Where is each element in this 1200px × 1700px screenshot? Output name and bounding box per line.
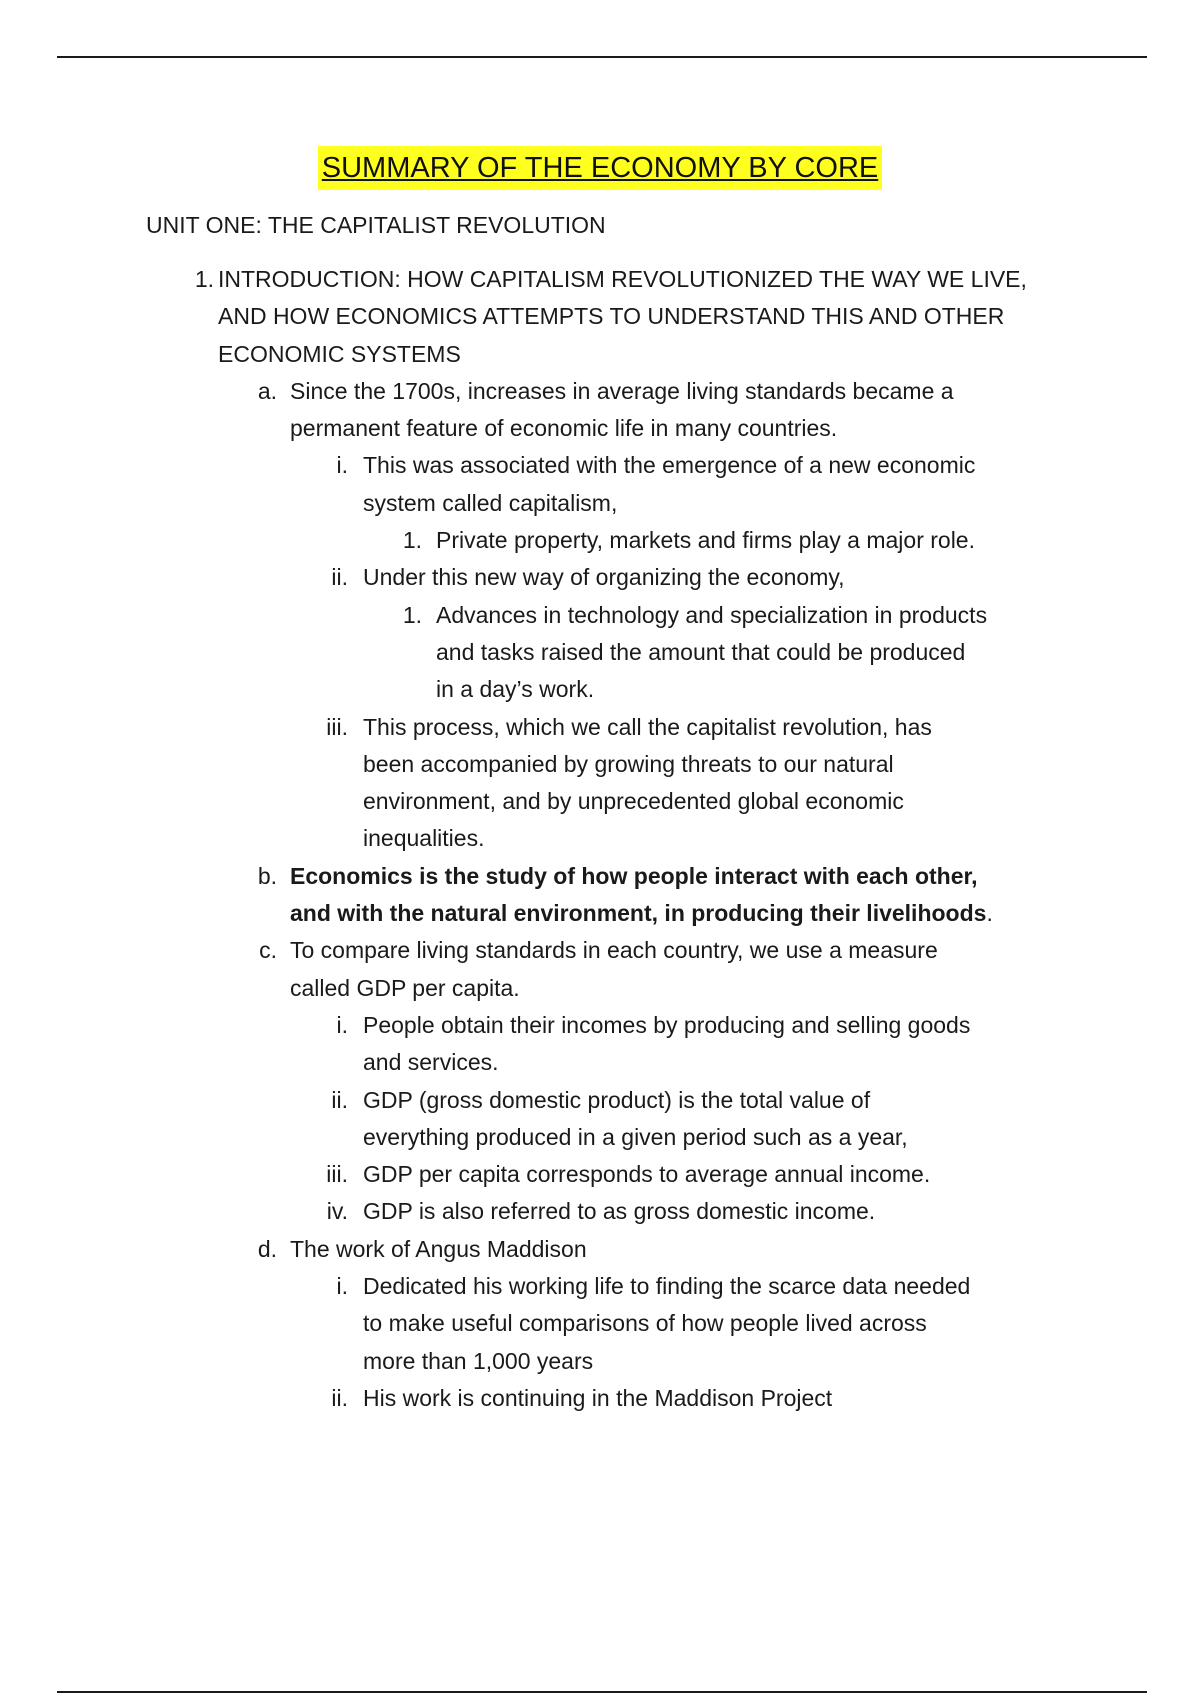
outline-list xyxy=(0,261,1200,1417)
outline-line xyxy=(0,858,1200,895)
outline-line xyxy=(0,485,1200,522)
line-text: system called capitalism, xyxy=(363,489,618,516)
line-text: to make useful comparisons of how people lived across xyxy=(363,1310,927,1337)
outline-line xyxy=(0,820,1200,857)
line-text: AND HOW ECONOMICS ATTEMPTS TO UNDERSTAND THIS AND OTHER xyxy=(218,303,1005,330)
line-text: everything produced in a given period such as a year, xyxy=(363,1123,908,1150)
line-text: The work of Angus Maddison xyxy=(290,1235,587,1262)
outline-line xyxy=(0,559,1200,596)
outline-line xyxy=(0,1007,1200,1044)
line-text: . xyxy=(986,900,993,927)
line-text: inequalities. xyxy=(363,825,485,852)
outline-line xyxy=(0,1082,1200,1119)
outline-line xyxy=(0,522,1200,559)
outline-line xyxy=(0,634,1200,671)
list-marker: 1. xyxy=(402,601,422,628)
outline-line xyxy=(0,447,1200,484)
line-text: more than 1,000 years xyxy=(363,1347,594,1374)
list-marker: i. xyxy=(336,1273,348,1300)
list-marker: iii. xyxy=(326,1161,348,1188)
list-marker: iv. xyxy=(326,1198,348,1225)
line-text: Since the 1700s, increases in average living standards became a xyxy=(290,377,954,404)
line-text: To compare living standards in each country, we use a measure xyxy=(290,937,938,964)
list-marker: i. xyxy=(336,1011,348,1038)
line-text: GDP is also referred to as gross domestic income. xyxy=(363,1198,876,1225)
outline-line xyxy=(0,783,1200,820)
outline-line xyxy=(0,1231,1200,1268)
list-marker: a. xyxy=(257,377,277,404)
list-marker: 1. xyxy=(194,266,214,292)
line-text: Dedicated his working life to finding the scarce data needed xyxy=(363,1273,971,1300)
line-text: Advances in technology and specialization in products xyxy=(436,601,988,628)
outline-line xyxy=(0,410,1200,447)
header-rule xyxy=(57,56,1147,58)
line-text: in a day’s work. xyxy=(436,676,595,703)
list-marker: ii. xyxy=(331,1384,348,1411)
outline-line xyxy=(0,1343,1200,1380)
outline-line xyxy=(0,336,1200,373)
line-text: This process, which we call the capitalist revolution, has xyxy=(363,713,932,740)
line-text: People obtain their incomes by producing and selling goods xyxy=(363,1011,971,1038)
outline-line xyxy=(0,746,1200,783)
line-text: and services. xyxy=(363,1049,499,1076)
line-text: This was associated with the emergence of a new economic xyxy=(363,452,976,479)
line-text: His work is continuing in the Maddison Project xyxy=(363,1384,833,1411)
list-marker: i. xyxy=(336,452,348,479)
line-text: INTRODUCTION: HOW CAPITALISM REVOLUTIONIZED THE WAY WE LIVE, xyxy=(218,266,1027,292)
outline-line xyxy=(0,709,1200,746)
outline-line xyxy=(0,1119,1200,1156)
line-text: permanent feature of economic life in many countries. xyxy=(290,415,838,442)
title-container xyxy=(0,146,1200,190)
outline-line xyxy=(0,1156,1200,1193)
list-marker: ii. xyxy=(331,564,348,591)
line-text: ECONOMIC SYSTEMS xyxy=(218,340,461,367)
line-text: Private property, markets and firms play a major role. xyxy=(436,527,975,554)
line-text: GDP (gross domestic product) is the total value of xyxy=(363,1086,871,1113)
outline-line xyxy=(0,1193,1200,1230)
list-marker: c. xyxy=(259,937,277,964)
document-title: SUMMARY OF THE ECONOMY BY CORE xyxy=(318,146,882,190)
outline-line xyxy=(0,671,1200,708)
outline-line xyxy=(0,261,1200,298)
outline-line xyxy=(0,1305,1200,1342)
outline-line xyxy=(0,1044,1200,1081)
unit-heading: UNIT ONE: THE CAPITALIST REVOLUTION xyxy=(146,212,606,238)
bold-definition: and with the natural environment, in producing their livelihoods xyxy=(290,900,987,927)
outline-line xyxy=(0,597,1200,634)
line-text-bold xyxy=(290,895,993,932)
list-marker: d. xyxy=(257,1235,277,1262)
line-text: and tasks raised the amount that could be produced xyxy=(436,638,966,665)
line-text: been accompanied by growing threats to our natural xyxy=(363,750,894,777)
line-text: environment, and by unprecedented global economic xyxy=(363,788,904,815)
footer-rule xyxy=(57,1691,1147,1693)
line-text: GDP per capita corresponds to average annual income. xyxy=(363,1161,931,1188)
line-text-bold xyxy=(290,858,978,895)
list-marker: b. xyxy=(257,862,277,889)
outline-line xyxy=(0,373,1200,410)
outline-line xyxy=(0,932,1200,969)
line-text: Under this new way of organizing the economy, xyxy=(363,564,845,591)
outline-line xyxy=(0,298,1200,335)
outline-line xyxy=(0,970,1200,1007)
list-marker: iii. xyxy=(326,713,348,740)
outline-line xyxy=(0,895,1200,932)
outline-line xyxy=(0,1380,1200,1417)
bold-definition: Economics is the study of how people interact with each other, xyxy=(290,862,978,889)
line-text: called GDP per capita. xyxy=(290,974,520,1001)
list-marker: ii. xyxy=(331,1086,348,1113)
list-marker: 1. xyxy=(402,527,422,554)
outline-line xyxy=(0,1268,1200,1305)
